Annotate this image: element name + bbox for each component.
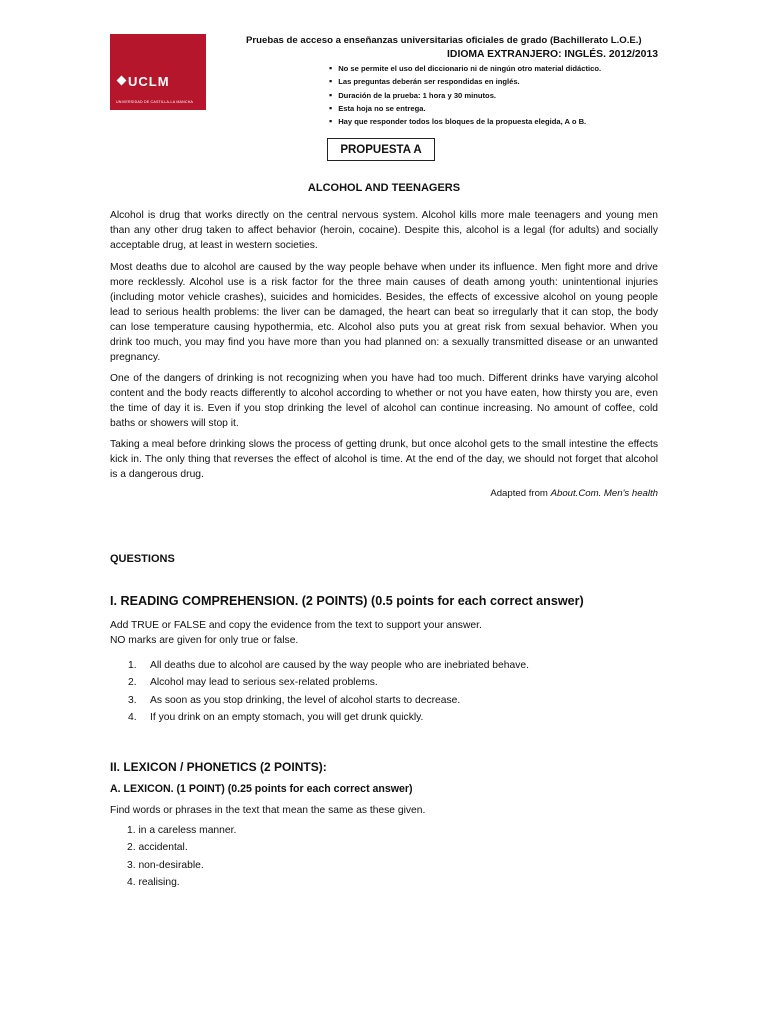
source-name: About.Com. Men's health — [550, 488, 658, 499]
article-paragraph: Most deaths due to alcohol are caused by the way people behave when under its influence. Men fight more and drive more recklessly. Alcohol use is a risk factor for the three main causes of death among youth: unintentional injuries (including motor vehicle crashes), suicides and homicides. Besides, the effects of excessive alcohol on young people lead to serious health problems: the liver can be damaged, the heart can beat so irregularly that it can stop, the body can lose temperature causing hypothermia, etc. Alcohol also puts you at great risk from sexual behavior. When you drink too much, you may find you have more than you had planned on: a sexually transmitted disease or an unwanted pregnancy. — [110, 262, 658, 363]
reading-comprehension-heading: I. READING COMPREHENSION. (2 POINTS) (0.5 points for each correct answer) — [110, 594, 584, 608]
list-item: 4. realising. — [127, 876, 180, 888]
item-number: 1. — [128, 660, 137, 671]
item-text: Alcohol may lead to serious sex-related problems. — [150, 677, 378, 689]
exam-rule: ▪ Hay que responder todos los bloques de la propuesta elegida, A o B. — [329, 115, 601, 128]
logo-diamond-icon — [117, 76, 127, 86]
exam-header-line1: Pruebas de acceso a enseñanzas universitarias oficiales de grado (Bachillerato L.O.E.) — [246, 35, 642, 46]
item-text: If you drink on an empty stomach, you will get drunk quickly. — [150, 711, 424, 723]
lexicon-instruction: Find words or phrases in the text that mean the same as these given. — [110, 805, 426, 816]
item-number: 3. — [128, 694, 137, 706]
logo-subtitle: UNIVERSIDAD DE CASTILLA-LA MANCHA — [116, 100, 194, 104]
article-title: ALCOHOL AND TEENAGERS — [307, 182, 461, 194]
list-item: 1. in a careless manner. — [127, 825, 237, 836]
exam-rules-list — [329, 62, 601, 128]
logo-mark — [118, 74, 170, 89]
article-paragraph: Taking a meal before drinking slows the process of getting drunk, but once alcohol gets to the small intestine the effects kick in. The only thing that reverses the effect of alcohol is time. At the end of the day, we should not forget that alcohol is a dangerous drug. — [110, 439, 658, 480]
list-item — [110, 692, 529, 709]
item-number: 2. — [128, 677, 137, 689]
lexicon-heading: II. LEXICON / PHONETICS (2 POINTS): — [110, 760, 327, 774]
reading-instruction: Add TRUE or FALSE and copy the evidence from the text to support your answer. — [110, 620, 482, 631]
list-item: 2. accidental. — [127, 842, 188, 854]
exam-rule: ▪ Las preguntas deberán ser respondidas en inglés. — [329, 75, 601, 88]
logo-text: UCLM — [128, 74, 170, 89]
reading-question-list — [110, 657, 529, 726]
article-source — [110, 488, 658, 499]
list-item — [110, 657, 529, 674]
exam-rule: ▪ Esta hoja no se entrega. — [329, 102, 601, 115]
list-item — [110, 709, 529, 726]
list-item — [110, 674, 529, 691]
uclm-logo — [110, 34, 206, 110]
article-paragraph: One of the dangers of drinking is not recognizing when you have had too much. Different drinks have varying alcohol content and the body reacts differently to alcohol according to whether or not you have eaten, how thirsty you are, even the time of day it is. Even if you stop drinking the level of alcohol can continue increasing. No amount of coffee, cold baths or showers will stop it. — [110, 373, 658, 429]
exam-rule: ▪ Duración de la prueba: 1 hora y 30 minutos. — [329, 89, 601, 102]
proposal-box: PROPUESTA A — [327, 138, 435, 161]
reading-instruction: NO marks are given for only true or false. — [110, 635, 299, 646]
item-number: 4. — [128, 711, 137, 723]
item-text: As soon as you stop drinking, the level of alcohol starts to decrease. — [150, 694, 461, 706]
exam-header-line2: IDIOMA EXTRANJERO: INGLÉS. 2012/2013 — [447, 49, 658, 60]
lexicon-subheading: A. LEXICON. (1 POINT) (0.25 points for each correct answer) — [110, 783, 413, 795]
lexicon-list — [127, 822, 236, 891]
article-paragraph: Alcohol is drug that works directly on the central nervous system. Alcohol kills more male teenagers and young men than any other drug taken to affect behavior (heroin, cocaine). Despite this, alcohol is a legal (for adults) and socially acceptable drug, at least in western societies. — [110, 210, 658, 251]
exam-rule: ▪ No se permite el uso del diccionario ni de ningún otro material didáctico. — [329, 62, 601, 75]
item-text: All deaths due to alcohol are caused by the way people who are inebriated behave. — [150, 660, 529, 671]
list-item: 3. non-desirable. — [127, 859, 204, 871]
source-prefix: Adapted from — [490, 488, 551, 499]
questions-heading: QUESTIONS — [110, 553, 175, 565]
